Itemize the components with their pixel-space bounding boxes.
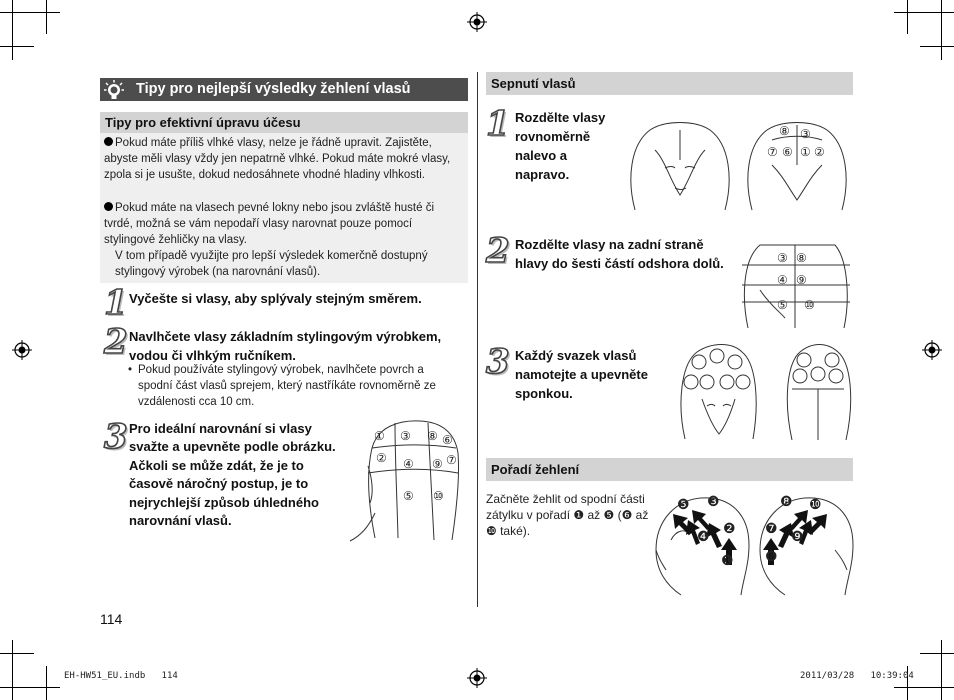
section-label: ⑤ [777, 298, 788, 312]
subsection-title: Tipy pro efektivní úpravu účesu [105, 115, 301, 130]
step-number: 3 [104, 417, 128, 457]
order-number: ❾ [791, 528, 804, 544]
section-label: ⑨ [432, 457, 443, 471]
column-divider [477, 72, 478, 607]
section-label: ③ [777, 251, 788, 265]
section-label: ⑩ [433, 489, 444, 503]
order-number: ❸ [707, 493, 720, 509]
section-title: Tipy pro nejlepší výsledky žehlení vlasů [136, 81, 411, 97]
section-label: ⑨ [796, 273, 807, 287]
head-top-sections-illustration [742, 120, 852, 215]
order-number: ❷ [723, 520, 736, 536]
ironing-order-right-illustration [755, 490, 855, 600]
step-number: 2 [104, 322, 128, 362]
section-label: ⑦ [446, 453, 457, 467]
section-label: ① [374, 429, 385, 443]
section-label: ⑥ [782, 145, 793, 159]
step-text: Rozdělte vlasy na zadní straně hlavy do šesti částí odshora dolů. [515, 237, 724, 271]
registration-mark-top [467, 12, 487, 32]
step-text: Pro ideální narovnání si vlasy svažte a upevněte podle obrázku. Ačkoli se může zdát, že je to časově náročný postup, je to nejrychlejší způsob úhledného narovnání vlasů. [129, 421, 336, 529]
section-label: ① [800, 145, 811, 159]
section-label: ⑧ [796, 251, 807, 265]
tips-icon [103, 79, 125, 101]
section-label: ② [376, 451, 387, 465]
face-illustration [625, 120, 735, 215]
order-number: ❻ [765, 548, 778, 564]
print-slug-datetime: 2011/03/28 10:39:04 [800, 671, 914, 681]
registration-mark-left [12, 340, 32, 360]
order-number: ❺ [677, 496, 690, 512]
step-text: Vyčešte si vlasy, aby splývaly stejným směrem. [129, 291, 422, 306]
section-label: ④ [403, 457, 414, 471]
note-text: Pokud používáte stylingový výrobek, navlhčete povrch a spodní část vlasů sprejem, který nastříkáte rovnoměrně ze vzdálenosti cca 10 cm. [138, 364, 436, 408]
order-number: ❿ [809, 496, 822, 512]
step-text: Navlhčete vlasy základním stylingovým výrobkem, vodou či vlhkým ručníkem. [129, 329, 442, 363]
step-text: Rozdělte vlasy rovnoměrně nalevo a napravo. [515, 110, 606, 182]
section-label: ⑧ [427, 429, 438, 443]
subsection-title-bar [100, 112, 468, 133]
section-label: ⑤ [403, 489, 414, 503]
pinned-curls-back-illustration [782, 344, 854, 444]
section-title: Sepnutí vlasů [491, 76, 576, 91]
order-number: ❼ [765, 520, 778, 536]
note-bullet: • [128, 364, 133, 376]
step-number: 1 [486, 104, 510, 144]
bullet-item [104, 200, 454, 248]
bullet-text: Pokud máte příliš vlhké vlasy, nelze je řádně upravit. Zajistěte, abyste měli vlasy vždy jen nepatrně vlhké. Pokud máte mokré vlasy, zpola si je usušte, dokud nedosáhnete vhodné hladiny vlhkosti. [104, 137, 451, 181]
step-text: Každý svazek vlasů namotejte a upevněte sponkou. [515, 348, 648, 401]
step-number: 1 [104, 283, 128, 323]
section-label: ⑦ [767, 145, 778, 159]
section-label: ④ [777, 273, 788, 287]
section-title: Pořadí žehlení [491, 462, 580, 477]
print-slug-file: EH-HW51_EU.indb 114 [64, 671, 178, 681]
section-title-bar [486, 72, 853, 95]
section-label: ③ [800, 127, 811, 141]
bullet-dot [104, 202, 113, 211]
bullet-text: V tom případě využijte pro lepší výsledek komerčně dostupný stylingový výrobek (na narovnání vlasů). [115, 250, 428, 278]
step-note [128, 362, 458, 410]
order-text: Začněte žehlit od spodní části zátylku v pořadí ❶ až ❺ (❻ až ❿ také). [486, 492, 649, 538]
bullet-dot [104, 137, 113, 146]
bullet-continuation [115, 248, 455, 280]
section-label: ② [814, 145, 825, 159]
section-label: ③ [400, 429, 411, 443]
section-label: ⑧ [779, 124, 790, 138]
order-number: ❹ [697, 528, 710, 544]
bullet-text: Pokud máte na vlasech pevné lokny nebo jsou zvláště husté či tvrdé, možná se vám nepodaří vlasy narovnat pouze pomocí stylingové žehličky na vlasy. [104, 202, 434, 246]
section-label: ⑥ [442, 433, 453, 447]
page-number: 114 [100, 611, 123, 627]
step-number: 3 [486, 342, 510, 382]
registration-mark-bottom [467, 668, 487, 688]
section-title-bar [486, 458, 853, 481]
bullet-item [104, 135, 454, 183]
registration-mark-right [922, 340, 942, 360]
section-label: ⑩ [804, 298, 815, 312]
step-number: 2 [486, 231, 510, 271]
ironing-order-left-illustration [651, 490, 751, 600]
order-number: ❶ [721, 552, 734, 568]
pinned-curls-front-illustration [677, 344, 759, 444]
section-title-bar [100, 78, 468, 101]
order-number: ❽ [780, 493, 793, 509]
